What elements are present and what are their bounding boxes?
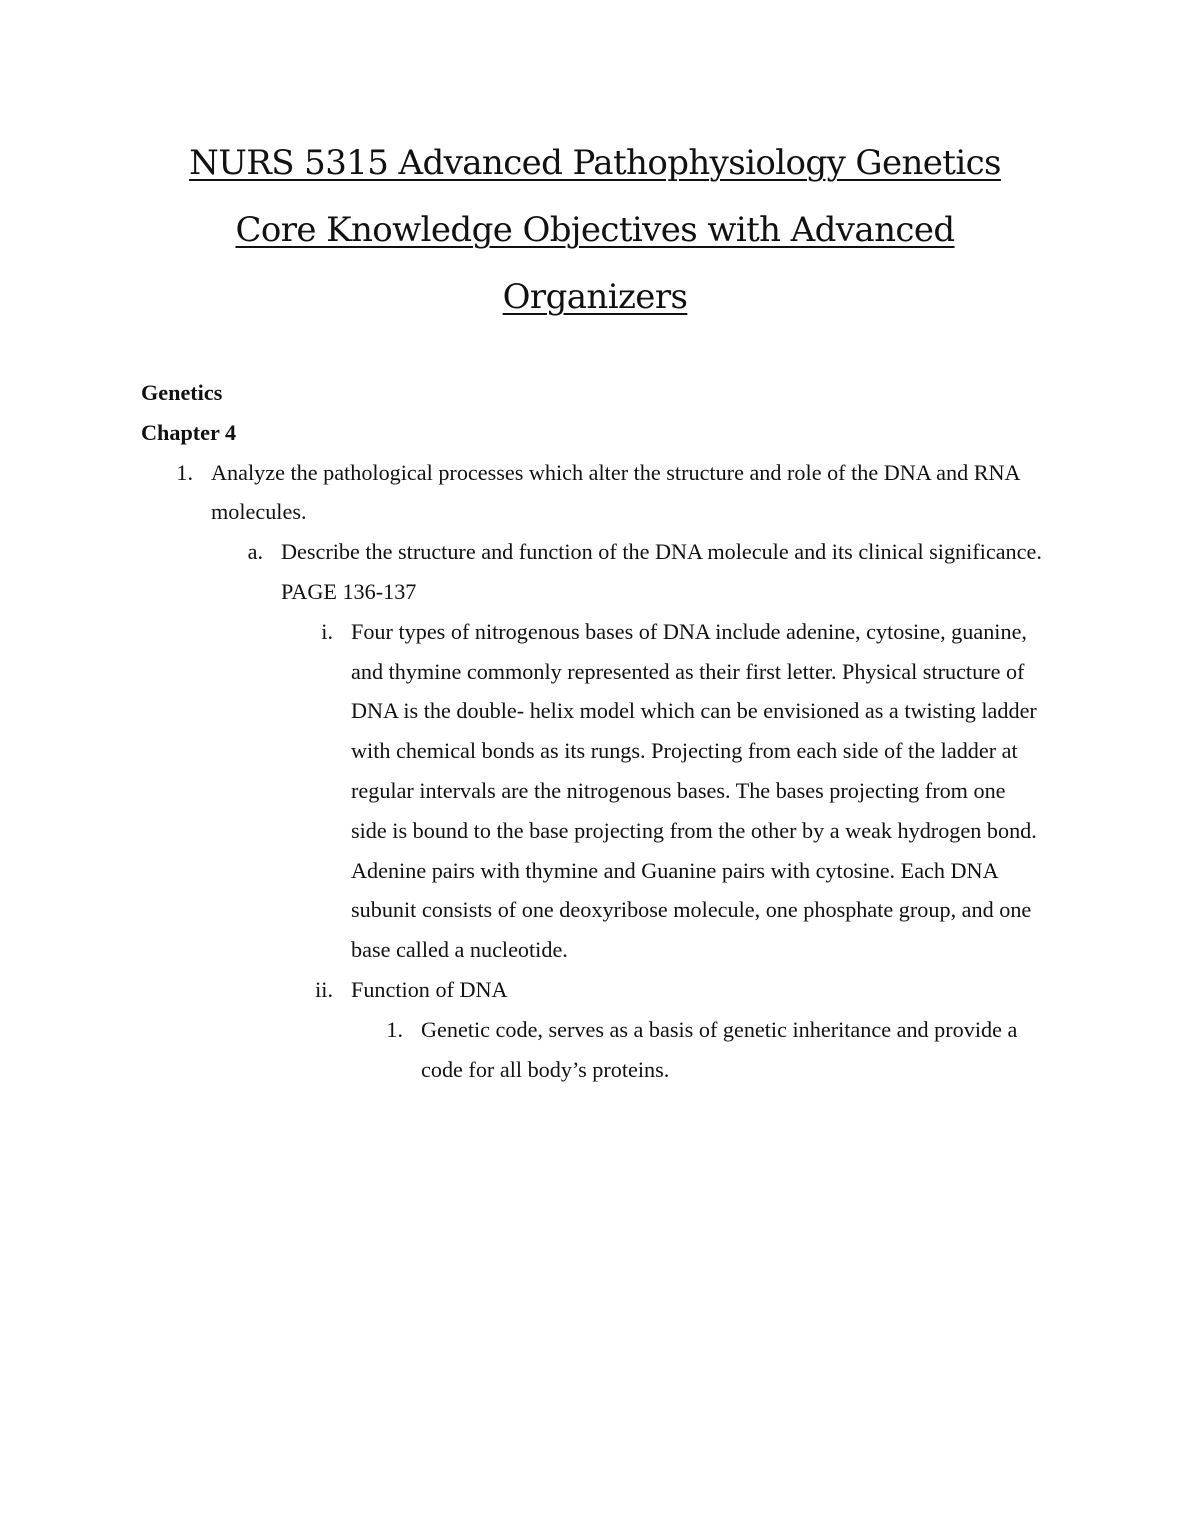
objective-1a bbox=[141, 532, 1046, 612]
objective-1a-ii-marker: ii. bbox=[315, 976, 333, 1002]
document-body bbox=[141, 373, 1046, 1089]
document-title bbox=[140, 130, 1050, 331]
objective-1 bbox=[141, 453, 1046, 533]
objective-1-marker: 1. bbox=[176, 459, 193, 485]
title-line-1: NURS 5315 Advanced Pathophysiology Genetics bbox=[189, 143, 1001, 183]
objective-1a-ii-1-text: Genetic code, serves as a basis of genetic inheritance and provide a code for all body’s proteins. bbox=[421, 1016, 1018, 1082]
objective-1a-ii-text: Function of DNA bbox=[351, 976, 508, 1002]
objective-1a-ii bbox=[141, 970, 1046, 1010]
section-heading: Genetics bbox=[141, 380, 223, 405]
objective-1a-i bbox=[141, 612, 1046, 970]
title-line-2: Core Knowledge Objectives with Advanced bbox=[235, 210, 955, 250]
objective-1a-i-text: Four types of nitrogenous bases of DNA include adenine, cytosine, guanine, and thymine commonly represented as their first letter. Physical structure of DNA is the double- helix model which can be envisioned as a twisting ladder with chemical bonds as its rungs. Projecting from each side of the ladder at regular intervals are the nitrogenous bases. The bases projecting from one side is bound to the base projecting from the other by a weak hydrogen bond. Adenine pairs with thymine and Guanine pairs with cytosine. Each DNA subunit consists of one deoxyribose molecule, one phosphate group, and one base called a nucleotide. bbox=[351, 618, 1037, 963]
objective-1a-ii-1-marker: 1. bbox=[386, 1016, 403, 1042]
objective-1-text: Analyze the pathological processes which alter the structure and role of the DNA and RNA molecules. bbox=[211, 459, 1020, 525]
objective-1a-marker: a. bbox=[247, 539, 263, 565]
chapter-heading: Chapter 4 bbox=[141, 419, 237, 445]
objective-1a-ii-1 bbox=[141, 1010, 1046, 1090]
objective-1a-i-marker: i. bbox=[321, 618, 333, 644]
objective-1a-text: Describe the structure and function of the DNA molecule and its clinical significance. PAGE 136-137 bbox=[281, 539, 1042, 604]
title-line-3: Organizers bbox=[502, 277, 688, 317]
